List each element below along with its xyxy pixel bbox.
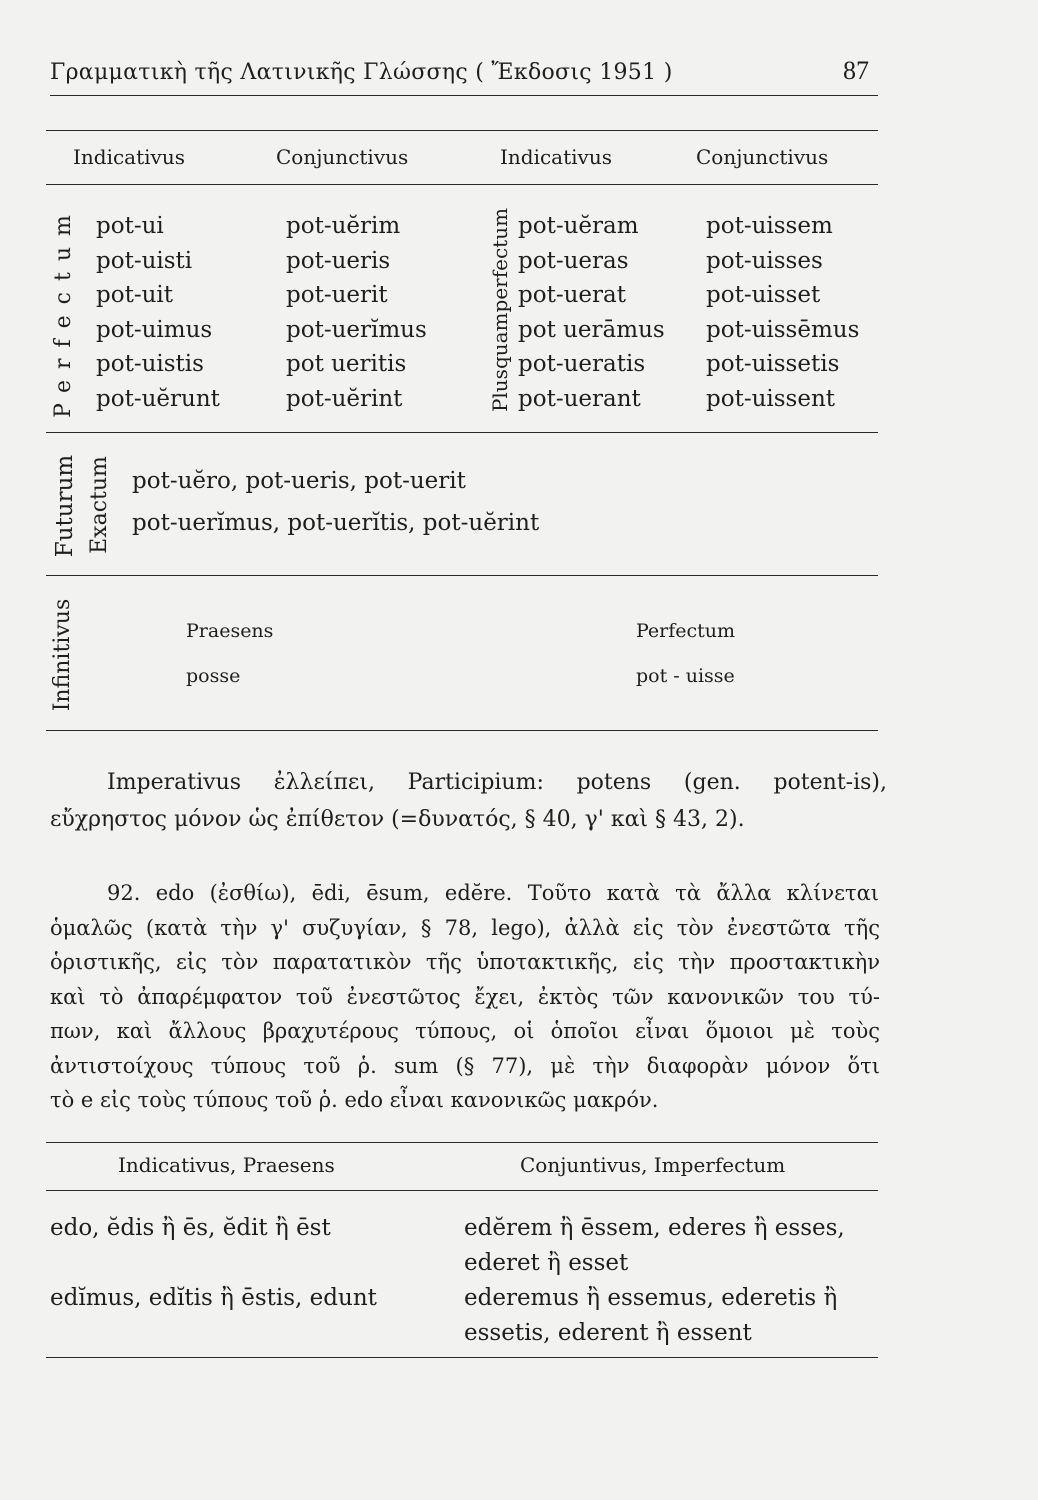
list-item: pot-uĕrint [286, 385, 403, 412]
praesens-form: posse [186, 665, 241, 687]
paragraph-line: ὁμαλῶς (κατὰ τὴν γ' συζυγίαν, § 78, lego), ἀλλὰ εἰς τὸν ἐνεστῶτα τῆς [50, 915, 880, 940]
imperativus-note [107, 764, 887, 801]
list-item: pot-uerat [518, 282, 626, 308]
edo-header-right: Conjuntivus, Imperfectum [520, 1153, 786, 1177]
list-item: pot-uisses [706, 247, 823, 274]
list-item: pot uerāmus [518, 316, 665, 343]
list-item: pot-ueris [286, 247, 391, 274]
paragraph-line: ὁριστικῆς, εἰς τὸν παρατατικὸν τῆς ὑποτακτικῆς, εἰς τὴν προστακτικὴν [50, 950, 880, 974]
list-item: pot-uĕrim [286, 213, 401, 239]
edo-table-header-rule [46, 1190, 878, 1191]
edo-subjunctive-line-4: essetis, ederent ἢ essent [464, 1320, 752, 1346]
edo-header-left: Indicativus, Praesens [118, 1153, 335, 1177]
table-rule [46, 575, 878, 576]
running-header-title: Γραμματικὴ τῆς Λατινικῆς Γλώσσης ( Ἔκδοσις 1951 ) [50, 60, 673, 85]
col-header-indicativus-2: Indicativus [500, 145, 612, 169]
paragraph-line: ἀντιστοίχους τύπους τοῦ ῥ. sum (§ 77), μὲ τὴν διαφορὰν μόνον ὅτι [50, 1053, 880, 1078]
list-item: pot-ui [96, 213, 164, 239]
edo-indicative-line-2: edĭmus, edĭtis ἢ ēstis, edunt [50, 1285, 377, 1311]
list-item: pot-uissent [706, 385, 836, 412]
edo-indicative-line-1: edo, ĕdis ἢ ēs, ĕdit ἢ ēst [50, 1215, 331, 1241]
paragraph-line: τὸ e εἰς τοὺς τύπους τοῦ ῥ. edo εἶναι κανονικῶς μακρόν. [50, 1088, 659, 1112]
plusq-subjunctive-column [706, 209, 859, 416]
section-92-first-line [107, 876, 879, 911]
list-item: pot-uĕram [518, 213, 639, 239]
list-item: pot-uissem [706, 213, 833, 239]
edo-subjunctive-line-1: edĕrem ἢ ēssem, ederes ἢ esses, [464, 1215, 845, 1241]
perfectum-label-inf: Perfectum [636, 620, 736, 642]
list-item: pot-uissetis [706, 351, 840, 377]
list-item: pot-uit [96, 282, 173, 308]
infinitivus-label: Infinitivus [50, 598, 75, 712]
paragraph-line: 92. edo (ἐσθίω), ēdi, ēsum, edĕre. Τοῦτο κατὰ τὰ ἄλλα κλίνεται [107, 881, 879, 905]
note-line-2: εὔχρηστος μόνον ὡς ἐπίθετον (=δυνατός, § 40, γ' καὶ § 43, 2). [50, 807, 745, 832]
list-item: pot-uistis [96, 351, 204, 377]
page-number: 87 [843, 56, 869, 85]
table-header-rule [46, 184, 878, 185]
edo-subjunctive-line-3: ederemus ἢ essemus, ederetis ἢ [464, 1285, 838, 1311]
table-top-rule [46, 130, 878, 131]
col-header-conjunctivus-2: Conjunctivus [696, 145, 829, 169]
perfect-subjunctive-column [286, 209, 427, 416]
perfectum-form: pot - uisse [636, 665, 735, 687]
paragraph-line: καὶ τὸ ἀπαρέμφατον τοῦ ἐνεστῶτος ἔχει, ἐκτὸς τῶν κανονικῶν του τύ- [50, 984, 880, 1009]
section-92-paragraph [50, 911, 880, 1118]
futurum-label: Futurum [52, 454, 78, 558]
perfectum-label: Perfectum [51, 204, 76, 418]
list-item: pot-uĕrunt [96, 385, 220, 412]
list-item: pot-uerit [286, 282, 388, 308]
plusq-indicative-column [518, 209, 665, 416]
exactum-label: Exactum [87, 456, 112, 554]
paragraph-line: πων, καὶ ἄλλους βραχυτέρους τύπους, οἱ ὁποῖοι εἶναι ὅμοιοι μὲ τοὺς [50, 1019, 880, 1043]
list-item: pot-uisti [96, 247, 193, 274]
praesens-label: Praesens [186, 620, 274, 642]
perfect-indicative-column [96, 209, 220, 416]
header-rule [50, 95, 878, 96]
list-item: pot-uissēmus [706, 316, 860, 343]
table-rule [46, 432, 878, 433]
col-header-indicativus-1: Indicativus [73, 145, 185, 169]
list-item: pot-ueras [518, 247, 629, 274]
edo-subjunctive-line-2: ederet ἢ esset [464, 1250, 629, 1276]
list-item: pot-uerant [518, 385, 641, 412]
future-exact-line-1: pot-uĕro, pot-ueris, pot-uerit [132, 468, 466, 494]
col-header-conjunctivus-1: Conjunctivus [276, 145, 409, 169]
edo-table-top-rule [46, 1142, 878, 1143]
list-item: pot-uisset [706, 282, 821, 308]
note-line: Imperativus ἐλλείπει, Participium: potens (gen. potent-is), [107, 770, 887, 795]
list-item: pot-uimus [96, 316, 213, 343]
list-item: pot-ueratis [518, 351, 646, 377]
plusquamperfectum-label: Plusquamperfectum [488, 207, 512, 413]
table-bottom-rule [46, 730, 878, 731]
list-item: pot-uerĭmus [286, 316, 427, 343]
list-item: pot ueritis [286, 351, 407, 377]
edo-table-bottom-rule [46, 1357, 878, 1358]
future-exact-line-2: pot-uerĭmus, pot-uerĭtis, pot-uĕrint [132, 510, 540, 536]
